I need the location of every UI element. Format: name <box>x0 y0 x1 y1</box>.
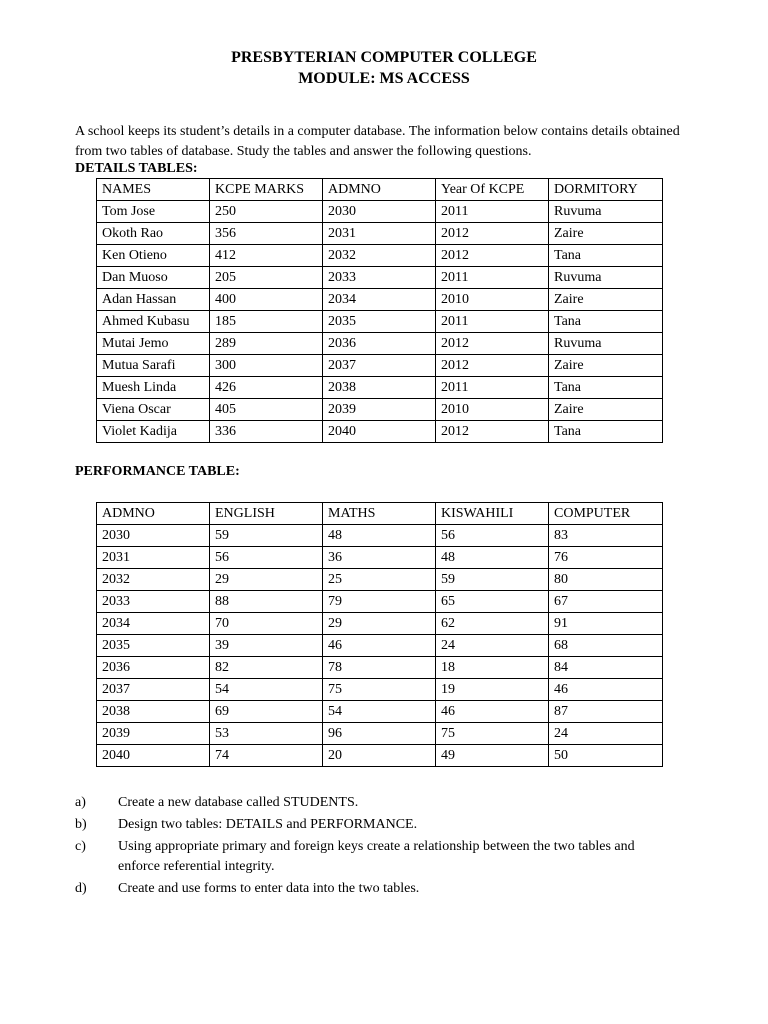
table-cell: 48 <box>436 547 549 569</box>
table-cell: 80 <box>549 569 663 591</box>
column-header: MATHS <box>323 503 436 525</box>
table-cell: 49 <box>436 745 549 767</box>
table-row <box>97 311 663 333</box>
table-cell: 48 <box>323 525 436 547</box>
table-row <box>97 355 663 377</box>
table-cell: 2037 <box>323 355 436 377</box>
table-row <box>97 591 663 613</box>
table-cell: 59 <box>210 525 323 547</box>
table-cell: 2035 <box>323 311 436 333</box>
table-cell: 67 <box>549 591 663 613</box>
table-cell: Mutai Jemo <box>97 333 210 355</box>
table-cell: 2032 <box>97 569 210 591</box>
table-cell: 76 <box>549 547 663 569</box>
table-row <box>97 289 663 311</box>
table-cell: 300 <box>210 355 323 377</box>
details-table <box>96 178 663 443</box>
table-cell: 400 <box>210 289 323 311</box>
table-cell: 18 <box>436 657 549 679</box>
column-header: NAMES <box>97 179 210 201</box>
table-cell: 2038 <box>97 701 210 723</box>
table-cell: 2032 <box>323 245 436 267</box>
table-cell: Zaire <box>549 355 663 377</box>
module-title: MODULE: MS ACCESS <box>298 70 470 87</box>
table-cell: 62 <box>436 613 549 635</box>
table-cell: 53 <box>210 723 323 745</box>
table-cell: 20 <box>323 745 436 767</box>
table-cell: Dan Muoso <box>97 267 210 289</box>
task-label: c) <box>75 839 86 854</box>
column-header: COMPUTER <box>549 503 663 525</box>
table-cell: 54 <box>323 701 436 723</box>
table-row <box>97 399 663 421</box>
table-cell: Okoth Rao <box>97 223 210 245</box>
table-cell: 25 <box>323 569 436 591</box>
table-cell: 83 <box>549 525 663 547</box>
table-cell: 250 <box>210 201 323 223</box>
table-cell: 82 <box>210 657 323 679</box>
table-cell: 2038 <box>323 377 436 399</box>
intro-paragraph: A school keeps its student’s details in a computer database. The information below contains details obtained from two tables of database. Study the tables and answer the following questions. <box>75 124 680 159</box>
table-cell: 2030 <box>323 201 436 223</box>
table-cell: Violet Kadija <box>97 421 210 443</box>
table-cell: 79 <box>323 591 436 613</box>
table-row <box>97 613 663 635</box>
column-header: ADMNO <box>97 503 210 525</box>
table-cell: 68 <box>549 635 663 657</box>
table-cell: Tana <box>549 377 663 399</box>
table-cell: 70 <box>210 613 323 635</box>
table-cell: 2039 <box>97 723 210 745</box>
performance-header-row <box>97 503 663 525</box>
table-row <box>97 745 663 767</box>
table-row <box>97 421 663 443</box>
table-cell: 2012 <box>436 333 549 355</box>
table-cell: Adan Hassan <box>97 289 210 311</box>
table-cell: 2033 <box>97 591 210 613</box>
task-text: Create and use forms to enter data into the two tables. <box>118 881 420 896</box>
table-cell: Zaire <box>549 289 663 311</box>
table-row <box>97 701 663 723</box>
task-label: d) <box>75 881 87 896</box>
task-item <box>75 815 675 835</box>
task-label: b) <box>75 817 87 832</box>
table-cell: 46 <box>436 701 549 723</box>
table-cell: 2012 <box>436 355 549 377</box>
table-row <box>97 635 663 657</box>
table-cell: 39 <box>210 635 323 657</box>
table-cell: 54 <box>210 679 323 701</box>
table-cell: 2011 <box>436 377 549 399</box>
column-header: KCPE MARKS <box>210 179 323 201</box>
table-cell: Tana <box>549 421 663 443</box>
table-cell: 2033 <box>323 267 436 289</box>
table-cell: 336 <box>210 421 323 443</box>
table-cell: 75 <box>323 679 436 701</box>
table-cell: 185 <box>210 311 323 333</box>
table-cell: Ahmed Kubasu <box>97 311 210 333</box>
table-cell: 2040 <box>97 745 210 767</box>
table-cell: 69 <box>210 701 323 723</box>
table-cell: 24 <box>436 635 549 657</box>
performance-table <box>96 502 663 767</box>
table-cell: 2039 <box>323 399 436 421</box>
table-cell: 29 <box>323 613 436 635</box>
table-row <box>97 547 663 569</box>
table-cell: Ruvuma <box>549 333 663 355</box>
performance-heading: PERFORMANCE TABLE: <box>75 464 240 479</box>
table-row <box>97 377 663 399</box>
table-cell: 91 <box>549 613 663 635</box>
table-cell: Tana <box>549 311 663 333</box>
column-header: KISWAHILI <box>436 503 549 525</box>
table-cell: Zaire <box>549 223 663 245</box>
details-heading: DETAILS TABLES: <box>75 161 198 176</box>
table-cell: Mutua Sarafi <box>97 355 210 377</box>
table-cell: 2031 <box>97 547 210 569</box>
table-row <box>97 723 663 745</box>
task-label: a) <box>75 795 86 810</box>
table-cell: 2035 <box>97 635 210 657</box>
table-cell: 56 <box>436 525 549 547</box>
column-header: ENGLISH <box>210 503 323 525</box>
task-text: Using appropriate primary and foreign keys create a relationship between the two tables and enforce referential integrity. <box>118 839 635 874</box>
table-cell: 2031 <box>323 223 436 245</box>
table-cell: 2010 <box>436 289 549 311</box>
table-cell: 19 <box>436 679 549 701</box>
table-cell: 96 <box>323 723 436 745</box>
table-row <box>97 525 663 547</box>
table-cell: 2030 <box>97 525 210 547</box>
table-cell: 2037 <box>97 679 210 701</box>
task-item <box>75 837 675 877</box>
table-cell: 2040 <box>323 421 436 443</box>
task-list <box>75 793 675 901</box>
table-cell: 2012 <box>436 223 549 245</box>
table-cell: 426 <box>210 377 323 399</box>
table-cell: Tana <box>549 245 663 267</box>
table-cell: 205 <box>210 267 323 289</box>
table-cell: 56 <box>210 547 323 569</box>
task-text: Design two tables: DETAILS and PERFORMANCE. <box>118 817 418 832</box>
table-cell: 59 <box>436 569 549 591</box>
table-cell: 75 <box>436 723 549 745</box>
table-cell: Ken Otieno <box>97 245 210 267</box>
table-row <box>97 223 663 245</box>
table-cell: Muesh Linda <box>97 377 210 399</box>
table-cell: Viena Oscar <box>97 399 210 421</box>
table-cell: 2011 <box>436 311 549 333</box>
column-header: ADMNO <box>323 179 436 201</box>
document-title: PRESBYTERIAN COMPUTER COLLEGE <box>231 49 537 66</box>
table-cell: 74 <box>210 745 323 767</box>
task-item <box>75 879 675 899</box>
task-text: Create a new database called STUDENTS. <box>118 795 359 810</box>
table-cell: 2012 <box>436 245 549 267</box>
table-row <box>97 657 663 679</box>
table-cell: 405 <box>210 399 323 421</box>
table-cell: 2034 <box>97 613 210 635</box>
table-cell: 2012 <box>436 421 549 443</box>
table-cell: 65 <box>436 591 549 613</box>
table-row <box>97 569 663 591</box>
details-header-row <box>97 179 663 201</box>
table-cell: 78 <box>323 657 436 679</box>
table-cell: 2011 <box>436 267 549 289</box>
table-cell: 46 <box>323 635 436 657</box>
table-cell: 46 <box>549 679 663 701</box>
table-cell: Zaire <box>549 399 663 421</box>
table-row <box>97 267 663 289</box>
table-cell: 289 <box>210 333 323 355</box>
table-cell: 50 <box>549 745 663 767</box>
table-cell: 2011 <box>436 201 549 223</box>
table-cell: 29 <box>210 569 323 591</box>
column-header: Year Of KCPE <box>436 179 549 201</box>
table-row <box>97 201 663 223</box>
table-cell: Ruvuma <box>549 201 663 223</box>
task-item <box>75 793 675 813</box>
table-cell: Tom Jose <box>97 201 210 223</box>
table-row <box>97 679 663 701</box>
table-cell: 88 <box>210 591 323 613</box>
table-cell: 2034 <box>323 289 436 311</box>
table-cell: Ruvuma <box>549 267 663 289</box>
table-cell: 356 <box>210 223 323 245</box>
table-cell: 2036 <box>323 333 436 355</box>
table-cell: 2036 <box>97 657 210 679</box>
table-row <box>97 245 663 267</box>
column-header: DORMITORY <box>549 179 663 201</box>
table-row <box>97 333 663 355</box>
table-cell: 24 <box>549 723 663 745</box>
table-cell: 2010 <box>436 399 549 421</box>
table-cell: 87 <box>549 701 663 723</box>
table-cell: 84 <box>549 657 663 679</box>
table-cell: 412 <box>210 245 323 267</box>
table-cell: 36 <box>323 547 436 569</box>
